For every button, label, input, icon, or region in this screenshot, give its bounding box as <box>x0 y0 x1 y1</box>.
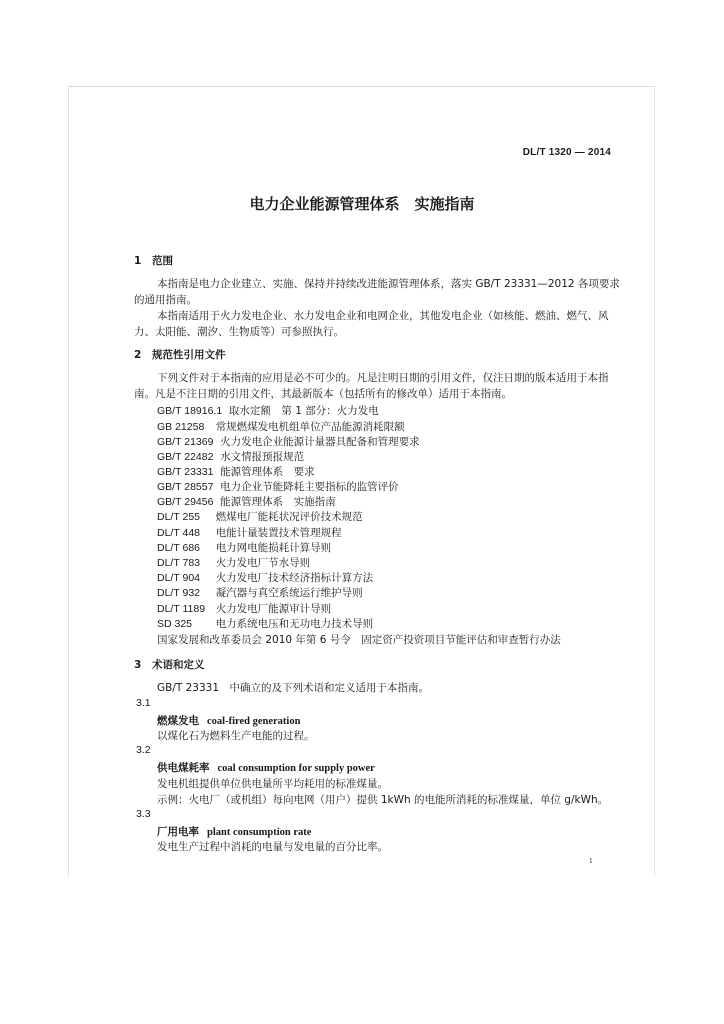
term-heading <box>157 713 300 728</box>
reference-item-decree: 国家发展和改革委员会 2010 年第 6 号令 固定资产投资项目节能评估和审查暂行办法 <box>157 634 561 646</box>
reference-item <box>157 419 405 434</box>
reference-code: GB/T 21369 <box>157 436 214 448</box>
reference-title: 火力发电厂技术经济指标计算方法 <box>215 572 374 584</box>
reference-item <box>157 585 363 600</box>
normative-intro-line-1: 下列文件对于本指南的应用是必不可少的。凡是注明日期的引用文件，仅注日期的版本适用于本指 <box>157 372 609 384</box>
term-chinese: 燃煤发电 <box>157 715 199 727</box>
term-example-note: 示例：火电厂（或机组）每向电网（用户）提供 1kWh 的电能所消耗的标准煤量，单位 g/kWh。 <box>157 794 609 806</box>
section-title: 术语和定义 <box>152 659 205 671</box>
reference-item <box>157 570 373 585</box>
term-chinese: 供电煤耗率 <box>157 762 210 774</box>
reference-item <box>157 555 310 570</box>
section-heading-scope <box>134 253 173 268</box>
term-number: 3.1 <box>136 697 151 709</box>
reference-code: GB/T 29456 <box>157 496 214 508</box>
reference-item <box>157 616 373 631</box>
term-english: coal consumption for supply power <box>217 763 375 774</box>
reference-item <box>157 525 342 540</box>
reference-item <box>157 403 379 418</box>
reference-code: DL/T 783 <box>157 557 200 569</box>
section-heading-terms <box>134 657 205 672</box>
reference-title: 取水定额 第 1 部分：火力发电 <box>228 405 379 417</box>
reference-item <box>157 464 315 479</box>
scope-paragraph-1-line-1: 本指南是电力企业建立、实施、保持并持续改进能源管理体系，落实 GB/T 23331—2012 各项要求 <box>157 278 620 290</box>
term-definition: 发电生产过程中消耗的电量与发电量的百分比率。 <box>157 841 388 853</box>
reference-item <box>157 509 363 524</box>
term-heading <box>157 824 311 839</box>
section-heading-normative-references <box>134 347 226 362</box>
reference-item <box>157 449 304 464</box>
reference-title: 能源管理体系 要求 <box>220 466 315 478</box>
document-title: 电力企业能源管理体系 实施指南 <box>249 195 475 213</box>
reference-title: 水文情报预报规范 <box>220 451 305 463</box>
reference-title: 燃煤电厂能耗状况评价技术规范 <box>215 511 363 523</box>
reference-title: 电力系统电压和无功电力技术导则 <box>215 618 374 630</box>
section-number: 1 <box>134 255 142 267</box>
reference-title: 凝汽器与真空系统运行维护导则 <box>215 587 363 599</box>
terms-intro: GB/T 23331 中确立的及下列术语和定义适用于本指南。 <box>157 682 430 694</box>
term-definition: 发电机组提供单位供电量所平均耗用的标准煤量。 <box>157 778 388 790</box>
section-title: 范围 <box>152 255 173 267</box>
reference-item <box>157 540 331 555</box>
term-definition: 以煤化石为燃料生产电能的过程。 <box>157 730 315 742</box>
normative-intro-line-2: 南。凡是不注日期的引用文件，其最新版本（包括所有的修改单）适用于本指南。 <box>134 388 512 400</box>
reference-code: GB 21258 <box>157 421 205 433</box>
reference-code: DL/T 932 <box>157 587 200 599</box>
reference-code: DL/T 686 <box>157 542 200 554</box>
reference-code: GB/T 28557 <box>157 481 214 493</box>
term-number: 3.2 <box>136 744 151 756</box>
scope-paragraph-2-line-1: 本指南适用于火力发电企业、水力发电企业和电网企业，其他发电企业（如核能、燃油、燃气、风 <box>157 310 609 322</box>
reference-code: DL/T 448 <box>157 527 200 539</box>
term-english: plant consumption rate <box>207 827 312 838</box>
scope-paragraph-1-line-2: 的通用指南。 <box>134 294 197 306</box>
reference-item <box>157 494 336 509</box>
term-number: 3.3 <box>136 808 151 820</box>
reference-code: DL/T 255 <box>157 511 200 523</box>
reference-title: 电能计量装置技术管理规程 <box>215 527 342 539</box>
reference-code: GB/T 22482 <box>157 451 214 463</box>
reference-code: DL/T 1189 <box>157 603 206 615</box>
reference-title: 火力发电企业能源计量器具配备和管理要求 <box>220 436 420 448</box>
page-border-top <box>68 86 654 87</box>
reference-title: 火力发电厂节水导则 <box>215 557 311 569</box>
scope-paragraph-2-line-2: 力、太阳能、潮汐、生物质等）可参照执行。 <box>134 326 344 338</box>
term-heading <box>157 760 375 775</box>
section-title: 规范性引用文件 <box>152 349 226 361</box>
term-chinese: 厂用电率 <box>157 826 199 838</box>
reference-code: GB/T 23331 <box>157 466 214 478</box>
standard-number: DL/T 1320 — 2014 <box>522 147 611 158</box>
reference-item <box>157 601 331 616</box>
reference-item <box>157 479 399 494</box>
reference-code: GB/T 18916.1 <box>157 405 223 417</box>
reference-code: DL/T 904 <box>157 572 200 584</box>
section-number: 2 <box>134 349 142 361</box>
reference-title: 电力网电能损耗计算导则 <box>215 542 332 554</box>
reference-item <box>157 434 420 449</box>
reference-title: 常规燃煤发电机组单位产品能源消耗限额 <box>215 421 405 433</box>
reference-title: 能源管理体系 实施指南 <box>220 496 336 508</box>
reference-title: 电力企业节能降耗主要指标的监管评价 <box>220 481 399 493</box>
reference-title: 火力发电厂能源审计导则 <box>215 603 332 615</box>
reference-code: SD 325 <box>157 618 193 630</box>
section-number: 3 <box>134 659 142 671</box>
page-number: 1 <box>589 858 593 865</box>
term-english: coal-fired generation <box>207 716 301 727</box>
